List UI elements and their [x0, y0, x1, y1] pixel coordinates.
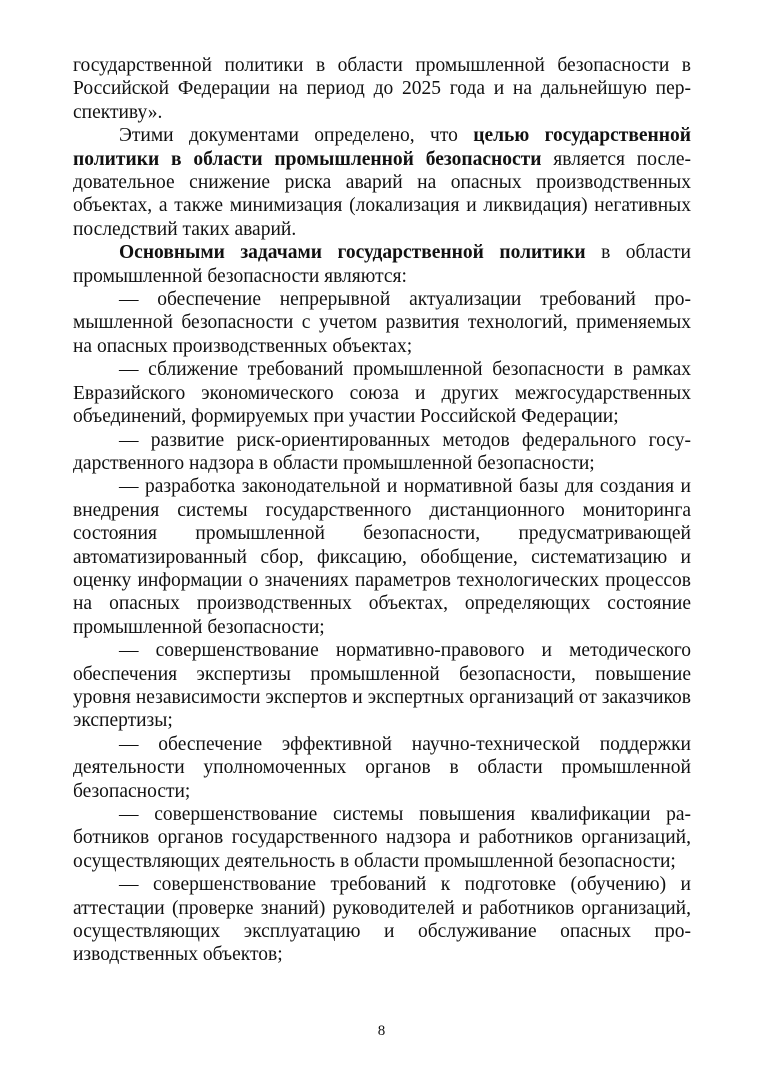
goal-bold: целью государственной политики в области промышленной безопасности — [73, 125, 691, 170]
task-item: — развитие риск-ориентированных методов федерального государственного надзора в области промышленной безопасности; — [73, 429, 691, 474]
goal-lead: Этими документами определено, что — [119, 125, 474, 147]
task-item: — сближение требований промышленной безопасности в рамках Евразийского экономического союза и других межгосударственных объединений, формируемых при участии Российской Федерации; — [73, 359, 691, 428]
task-item: — обеспечение непрерывной актуализации требований промышленной безопасности с учетом развития технологий, применяемых на опасных производственных объектах; — [73, 289, 691, 357]
continuation-paragraph: государственной политики в области промышленной безопасности в Российской Федерации на период до 2025 года и на дальнейшую перспективу». — [73, 55, 691, 123]
task-item: — совершенствование системы повышения квалификации работников органов государственного надзора и работников организаций, осуществляющих деятельность в области промышленной безопасности; — [73, 804, 691, 872]
document-page — [73, 54, 691, 967]
task-item: — обеспечение эффективной научно-технической поддержки деятельности уполномоченных органов в области промышленной безопасности; — [73, 733, 691, 802]
tasks-intro-bold: Основными задачами государственной политики — [119, 242, 586, 264]
task-item: — совершенствование требований к подготовке (обучению) и аттестации (проверке знаний) руководителей и работников организаций, осуществляющих эксплуатацию и обслуживание опасных производственных объектов; — [73, 874, 691, 966]
goal-paragraph — [73, 124, 691, 241]
task-item: — разработка законодательной и нормативной базы для создания и внедрения системы государственного дистанционного мониторинга состояния промышленной безопасности, предусматривающей автоматизированный сбор, фиксацию, обобщение, систематизацию и оценку информации о значениях параметров технологических процессов на опасных производственных объектах, определяющих состояние промышленной безопасности; — [73, 476, 691, 638]
task-item: — совершенствование нормативно-правового и методического обеспечения экспертизы промышленной безопасности, повышение уровня независимости экспертов и экспертных организаций от заказчиков экспертизы; — [73, 640, 691, 732]
goal-tail: является последовательное снижение риска аварий на опасных производственных объектах, а также минимизация (локализация и ликвидация) негативных последствий таких аварий. — [73, 148, 692, 240]
page-number: 8 — [377, 1023, 386, 1039]
tasks-intro-tail: в области промышленной безопасности являются: — [73, 242, 691, 287]
tasks-intro-paragraph — [73, 241, 691, 288]
